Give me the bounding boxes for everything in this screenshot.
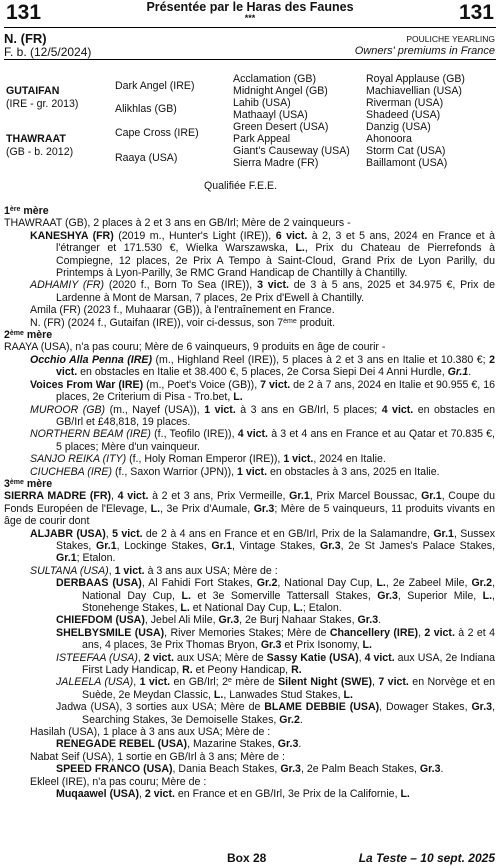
produce-muroor: MUROOR (GB) (m., Nayef (USA)), 1 vict. à 3 ans en GB/Irl, 5 places; 4 vict. en obstacles en GB/Irl et £48,818, 19 places. — [30, 403, 495, 428]
third-dam-heading: 3ème mère — [4, 477, 53, 490]
gen3-8: Sierra Madre (FR) — [233, 157, 319, 169]
produce-jaleela: JALEELA (USA), 1 vict. en GB/Irl; 2e mère de Silent Night (SWE), 7 vict. en Norvège et en Suède, 2e Meydan Classic, L., Lanwades Stud Stakes, L. — [56, 676, 495, 701]
second-dam-heading: 2ème mère — [4, 329, 53, 342]
produce-jadwa: Jadwa (USA), 3 sorties aux USA; Mère de BLAME DEBBIE (USA), Dowager Stakes, Gr.3, Searching Stakes, 3e Demoiselle Stakes, Gr.2. — [56, 701, 496, 726]
gen4-7: Storm Cat (USA) — [366, 145, 446, 157]
produce-amila: Amila (FR) (2023 f., Muhaarar (GB)), à l'entraînement en France. — [30, 304, 335, 317]
box-number: Box 28 — [227, 851, 267, 865]
gen4-6: Ahonoora — [366, 133, 412, 145]
produce-n: N. (FR) (2024 f., Gutaifan (IRE)), voir ci-dessus, son 7ème produit. — [30, 316, 336, 329]
produce-aljabr: ALJABR (USA), 5 vict. de 2 à 4 ans en France et en GB/Irl, Prix de la Salamandre, Gr.1, Sussex Stakes, Gr.1, Lockinge Stakes, Gr.1, Vintage Stakes, Gr.3, 2e St James's Palace Stakes, Gr.1; Etalon. — [30, 527, 496, 565]
gen4-4: Shadeed (USA) — [366, 109, 441, 121]
header-rule — [4, 27, 496, 28]
horse-color-birth: F. b. (12/5/2024) — [4, 45, 92, 59]
produce-voices: Voices From War (IRE) (m., Poet's Voice (GB)), 7 vict. de 2 à 7 ans, 2024 en Italie et 90.955 €, 16 places, 2e Criterium di Pisa - Tro.bet, L. — [30, 378, 495, 404]
produce-ekleel: Ekleel (IRE), n'a pas couru; Mère de : — [30, 775, 207, 788]
dam-info: (GB - b. 2012) — [6, 146, 74, 158]
produce-ciucheba: CIUCHEBA (IRE) (f., Saxon Warrior (JPN)), 1 vict. en obstacles à 3 ans, 2025 en Italie. — [30, 465, 440, 478]
produce-renegade: RENEGADE REBEL (USA), Mazarine Stakes, Gr.3. — [56, 738, 302, 751]
produce-sultana: SULTANA (USA), 1 vict. à 3 ans aux USA; Mère de : — [30, 564, 278, 577]
produce-adhamiy: ADHAMIY (FR) (2020 f., Born To Sea (IRE)), 3 vict. de 3 à 5 ans, 2025 et 34.975 €, Prix de Lardenne à Mont de Marsan, 7 places, 2e Prix d'Ewell à Chantilly. — [30, 279, 495, 304]
produce-northern-beam: NORTHERN BEAM (IRE) (f., Teofilo (IRE)), 4 vict. à 3 et 4 ans en France et au Qatar et 70.835 €, 5 places; Mère d'un vainqueur. — [30, 428, 496, 453]
first-dam-heading: 1ère mère — [4, 205, 49, 217]
title-stars: *** — [244, 13, 256, 23]
consignor-title: Présentée par le Haras des Faunes — [146, 0, 354, 14]
produce-sanjo: SANJO REIKA (ITY) (f., Holy Roman Emperor (IRE)), 1 vict., 2024 en Italie. — [30, 453, 386, 466]
sire-name: GUTAIFAN — [6, 85, 60, 97]
pedigree-rule — [4, 59, 496, 60]
gen4-2: Machiavellian (USA) — [366, 85, 462, 97]
horse-sex-type: POULICHE YEARLING — [406, 34, 495, 44]
produce-shelbysmile: SHELBYSMILE (USA), River Memories Stakes; Mère de Chancellery (IRE), 2 vict. à 2 et 4 ans, 4 places, 3e Prix Thomas Bryon, Gr.3 et Prix Isonomy, L. — [56, 626, 495, 652]
produce-derbaas: DERBAAS (USA), Al Fahidi Fort Stakes, Gr.2, National Day Cup, L., 2e Zabeel Mile, Gr.2, National Day Cup, L. et 3e Somerville Tattersall Stakes, Gr.3, Superior Mile, L., Stonehenge Stakes, L. et National Day Cup, L.; Etalon. — [56, 577, 496, 614]
sire-info: (IRE - gr. 2013) — [6, 98, 79, 110]
lot-number-right: 131 — [458, 1, 494, 24]
damsire: Cape Cross (IRE) — [115, 127, 199, 139]
gen3-7: Giant's Causeway (USA) — [233, 145, 350, 157]
gen3-5: Green Desert (USA) — [233, 121, 329, 133]
qualifiee-fee: Qualifiée F.E.E. — [204, 180, 278, 192]
catalogue-body — [4, 205, 495, 801]
third-dam-intro: SIERRA MADRE (FR), 4 vict. à 2 et 3 ans, Prix Vermeille, Gr.1, Prix Marcel Boussac, Gr.1, Coupe du Fonds Européen de l'Elevage, L., 3e Prix d'Aumale, Gr.3; Mère de 5 vainqueurs, 11 produits vivants en âge de courir dont — [4, 490, 496, 528]
gen3-2: Midnight Angel (GB) — [233, 85, 328, 97]
gen4-3: Riverman (USA) — [366, 97, 444, 109]
produce-kaneshya: KANESHYA (FR) (2019 m., Hunter's Light (IRE)), 6 vict. à 2, 3 et 5 ans, 2024 en France et à l'étranger et 171.530 €, Wielka Warszawska, L., Prix du Chateau de Pierrefonds à Compiegne, 12 places, 2e Prix A Tempo à Saint-Cloud, Grand Prix de Lyon Parilly, du Printemps à Lyon-Parilly, 3e RMC Grand Handicap de Chantilly à Chantilly. — [30, 229, 495, 280]
sale-location-date: La Teste – 10 sept. 2025 — [358, 851, 495, 865]
produce-speed-franco: SPEED FRANCO (USA), Dania Beach Stakes, Gr.3, 2e Palm Beach Stakes, Gr.3. — [56, 763, 444, 776]
produce-chiefdom: CHIEFDOM (USA), Jebel Ali Mile, Gr.3, 2e Burj Nahaar Stakes, Gr.3. — [56, 614, 382, 627]
dam-name: THAWRAAT — [6, 133, 66, 145]
second-dam-intro: RAAYA (USA), n'a pas couru; Mère de 6 vainqueurs, 9 produits en âge de courir - — [4, 341, 386, 354]
produce-nabat: Nabat Seif (USA), 1 sortie en GB/Irl à 3 ans; Mère de : — [30, 750, 285, 763]
gen3-3: Lahib (USA) — [233, 97, 291, 109]
produce-occhio: Occhio Alla Penna (IRE) (m., Highland Reel (IRE)), 5 places à 2 et 3 ans en Italie et 10.380 €; 2 vict. en obstacles en Italie et 38.400 €, 5 places, 2e Corsa Siepi Dei 4 Anni Hurdle, Gr.1. — [30, 353, 496, 379]
gen4-5: Danzig (USA) — [366, 121, 431, 133]
granddam: Alikhlas (GB) — [115, 103, 177, 115]
grandsire: Dark Angel (IRE) — [115, 80, 195, 92]
gen3-6: Park Appeal — [233, 133, 291, 145]
gen4-8: Baillamont (USA) — [366, 157, 448, 169]
second-dam: Raaya (USA) — [115, 152, 178, 164]
produce-muqaawel: Muqaawel (USA), 2 vict. en France et en GB/Irl, 3e Prix de la Californie, L. — [56, 788, 410, 801]
gen3-1: Acclamation (GB) — [233, 73, 317, 85]
gen4-1: Royal Applause (GB) — [366, 73, 465, 85]
horse-name: N. (FR) — [4, 31, 47, 46]
produce-isteefaa: ISTEEFAA (USA), 2 vict. aux USA; Mère de Sassy Katie (USA), 4 vict. aux USA, 2e Indiana First Lady Handicap, R. et Peony Handicap, R. — [56, 651, 495, 677]
owners-premiums: Owners' premiums in France — [354, 45, 495, 57]
produce-hasilah: Hasilah (USA), 1 place à 3 ans aux USA; Mère de : — [30, 726, 271, 739]
gen3-4: Mathaayl (USA) — [233, 109, 308, 121]
first-dam-intro: THAWRAAT (GB), 2 places à 2 et 3 ans en GB/Irl; Mère de 2 vainqueurs - — [4, 217, 351, 230]
lot-number-left: 131 — [6, 1, 42, 24]
